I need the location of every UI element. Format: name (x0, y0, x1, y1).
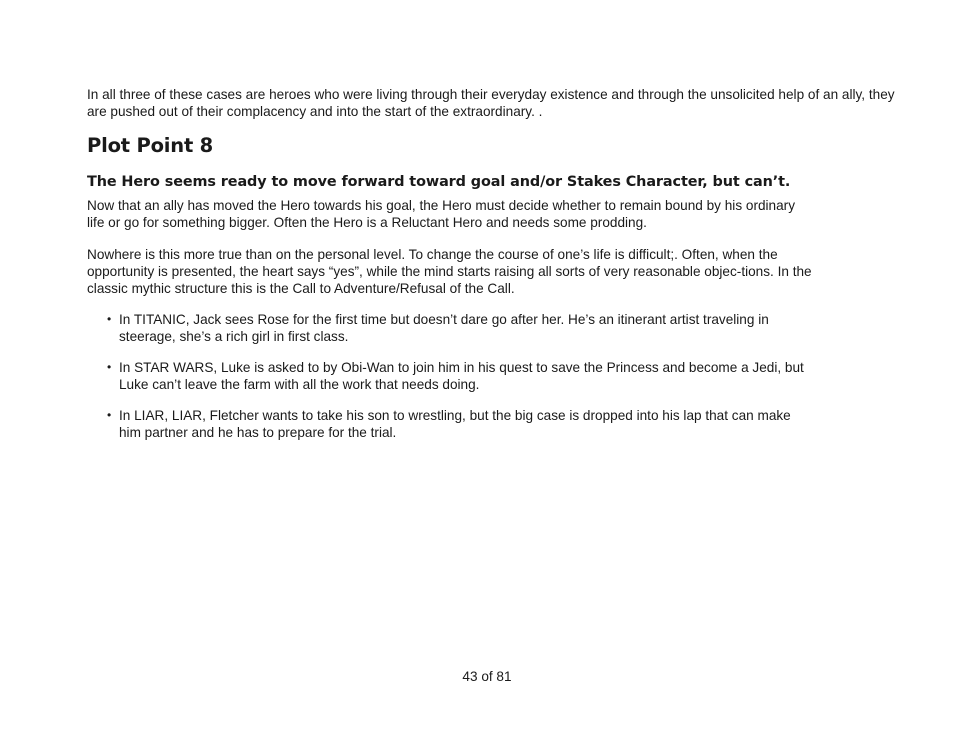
list-item-text: In LIAR, LIAR, Fletcher wants to take his son to wrestling, but the big case is dropped into his lap that can make him partner and he has to prepare for the trial. (119, 408, 791, 440)
section-title: Plot Point 8 (87, 134, 214, 157)
document-page (87, 86, 902, 455)
list-item (87, 407, 809, 441)
section-subtitle: The Hero seems ready to move forward toward goal and/or Stakes Character, but can’t. (87, 174, 791, 190)
list-item-text: In TITANIC, Jack sees Rose for the first time but doesn’t dare go after her. He’s an itinerant artist traveling in steerage, she’s a rich girl in first class. (119, 312, 769, 344)
intro-paragraph: In all three of these cases are heroes who were living through their everyday existence and through the unsolicited help of an ally, they are pushed out of their complacency and into the start of the extraordinary. . (87, 87, 895, 119)
body-paragraph: Now that an ally has moved the Hero towards his goal, the Hero must decide whether to remain bound by his ordinary life or go for something bigger. Often the Hero is a Reluctant Hero and needs some prodding. (87, 198, 796, 230)
example-list (87, 311, 902, 441)
list-item-text: In STAR WARS, Luke is asked to by Obi-Wan to join him in his quest to save the Princess and become a Jedi, but Luke can’t leave the farm with all the work that needs doing. (119, 360, 804, 392)
list-item (87, 359, 809, 393)
page-number: 43 of 81 (462, 669, 512, 684)
list-item (87, 311, 809, 345)
bullet-icon: • (107, 360, 112, 374)
body-paragraph: Nowhere is this more true than on the personal level. To change the course of one’s life is difficult;. Often, when the opportunity is presented, the heart says “yes”, while the mind starts raising all sorts of very reasonable objec-tions. In the classic mythic structure this is the Call to Adventure/Refusal of the Call. (87, 247, 812, 296)
bullet-icon: • (107, 408, 112, 422)
bullet-icon: • (107, 312, 112, 326)
